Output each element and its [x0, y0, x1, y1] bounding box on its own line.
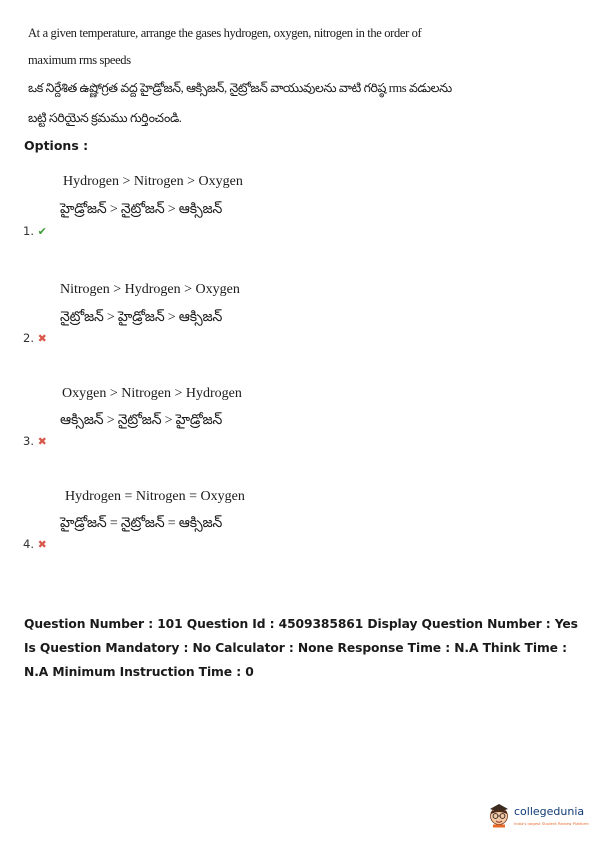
option-1-telugu: హైడ్రోజన్ > నైట్రోజన్ > ఆక్సిజన్ [60, 202, 223, 217]
option-4-marker [23, 537, 47, 551]
question-text-english: At a given temperature, arrange the gases hydrogen, oxygen, nitrogen in the order of maximum rms speeds [28, 26, 422, 67]
option-3-telugu: ఆక్సిజన్ > నైట్రోజన్ > హైడ్రోజన్ [60, 413, 223, 428]
option-2-telugu: నైట్రోజన్ > హైడ్రోజన్ > ఆక్సిజన్ [60, 310, 223, 325]
option-1-english: Hydrogen > Nitrogen > Oxygen [63, 174, 243, 189]
question-text-telugu: ఒక నిర్దేశిత ఉష్ణోగ్రత వద్ద హైడ్రోజన్, ఆక్సిజన్, నైట్రోజన్ వాయువులను వాటి గరిష్ఠ rms వడులను బట్టి సరియైన క్రమము గుర్తించండి. [28, 81, 452, 125]
option-3-english: Oxygen > Nitrogen > Hydrogen [62, 386, 242, 401]
cross-icon: ✖ [37, 332, 47, 345]
mascot-icon [487, 802, 511, 828]
logo-name: collegedunia [514, 805, 585, 818]
cross-icon: ✖ [37, 538, 47, 551]
option-3-number: 3. [23, 434, 34, 448]
check-icon: ✔ [37, 225, 47, 238]
option-4-english: Hydrogen = Nitrogen = Oxygen [65, 489, 245, 504]
option-2-marker [23, 331, 47, 345]
question-meta: Question Number : 101 Question Id : 4509385861 Display Question Number : Yes Is Question Mandatory : No Calculator : None Response Time : N.A Think Time : N.A Minimum Instruction Time : 0 [24, 617, 578, 679]
option-2-english: Nitrogen > Hydrogen > Oxygen [60, 282, 240, 297]
option-1-number: 1. [23, 224, 34, 238]
option-1-marker [23, 224, 47, 238]
option-4-number: 4. [23, 537, 34, 551]
logo-tagline: India's largest Student Review Platform [514, 821, 589, 826]
option-4-telugu: హైడ్రోజన్ = నైట్రోజన్ = ఆక్సిజన్ [60, 516, 223, 531]
collegedunia-logo [487, 800, 587, 832]
options-label: Options : [24, 138, 89, 153]
option-3-marker [23, 434, 47, 448]
cross-icon: ✖ [37, 435, 47, 448]
option-2-number: 2. [23, 331, 34, 345]
